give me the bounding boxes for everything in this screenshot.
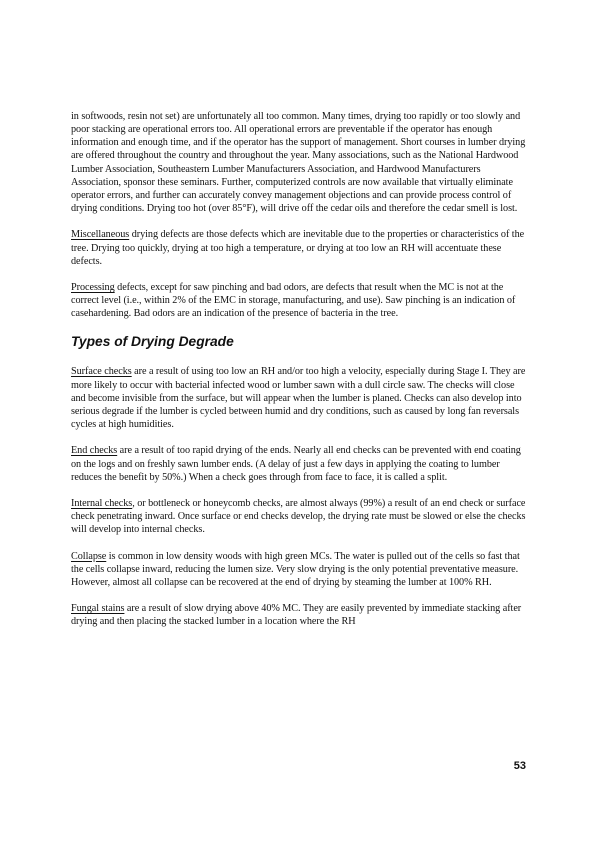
processing-text: defects, except for saw pinching and bad odors, are defects that result when the MC is not at the correct level (i.e., within 2% of the EMC in storage, manufacturing, and use). Saw pinching is an indication of casehardening. Bad odors are an indication of the presence of bacteria in the tree.: [71, 282, 516, 320]
processing-term: Processing: [71, 282, 115, 293]
intro-paragraph: in softwoods, resin not set) are unfortunately all too common. Many times, drying too rapidly or too slowly and poor stacking are operational errors too. All operational errors are preventable if the operator has enough information and enough time, and if the operator has the support of management. Short courses in lumber drying are offered throughout the country and throughout the year. Many associations, such as the National Hardwood Lumber Association, Southeastern Lumber Manufacturers Association, and Hardwood Manufacturers Association, sponsor these seminars. Further, computerized controls are now available that virtually eliminate operator errors, and further can accurately convey management objections and can provide process control of drying conditions. Drying too hot (over 85°F), will drive off the cedar oils and therefore the cedar smell is lost.: [71, 111, 526, 215]
internal-checks-paragraph: [71, 497, 526, 536]
document-page: [71, 110, 526, 642]
fungal-stains-paragraph: [71, 602, 526, 628]
collapse-text: is common in low density woods with high green MCs. The water is pulled out of the cells so fast that the cells collapse inward, reducing the lumen size. Very slow drying is the only potential preventative measure. However, almost all collapse can be recovered at the end of drying by steaming the lumber at 100% RH.: [71, 550, 520, 588]
internal-checks-term: Internal checks: [71, 498, 133, 509]
end-checks-term: End checks: [71, 445, 118, 457]
processing-paragraph: [71, 281, 526, 320]
collapse-paragraph: [71, 550, 526, 589]
fungal-stains-text: are a result of slow drying above 40% MC. They are easily prevented by immediate stacking after drying and then placing the stacked lumber in a location where the RH: [71, 603, 522, 628]
internal-checks-text: , or bottleneck or honeycomb checks, are almost always (99%) a result of an end check or surface check penetrating inward. Once surface or end checks develop, the drying rate must be slowed or else the checks will develop into internal checks.: [71, 498, 526, 536]
surface-checks-term: Surface checks: [71, 366, 132, 378]
section-heading: Types of Drying Degrade: [71, 334, 234, 350]
end-checks-paragraph: [71, 444, 526, 483]
end-checks-text: are a result of too rapid drying of the ends. Nearly all end checks can be prevented with end coating on the logs and on freshly sawn lumber ends. (A delay of just a few days in applying the coating to lumber reduces the benefit by 50%.) When a check goes through from face to face, it is called a split.: [71, 445, 521, 483]
miscellaneous-term: Miscellaneous: [71, 229, 130, 241]
surface-checks-paragraph: [71, 365, 526, 431]
surface-checks-text: are a result of using too low an RH and/or too high a velocity, especially during Stage I. They are more likely to occur with bacterial infected wood or lumber sawn with a dull circle saw. The checks will close and become invisible from the surface, but will appear when the lumber is planed. Checks can also develop into serious degrade if the lumber is cycled between humid and dry conditions, such as caused by long fan reversals cycles at high humidities.: [71, 366, 526, 431]
collapse-term: Collapse: [71, 550, 107, 562]
miscellaneous-text: drying defects are those defects which are inevitable due to the properties or characteristics of the tree. Drying too quickly, drying at too high a temperature, or drying at too low an RH will accentuate these defects.: [71, 229, 525, 267]
page-number: 53: [513, 760, 526, 772]
miscellaneous-paragraph: [71, 228, 526, 267]
fungal-stains-term: Fungal stains: [71, 603, 125, 615]
